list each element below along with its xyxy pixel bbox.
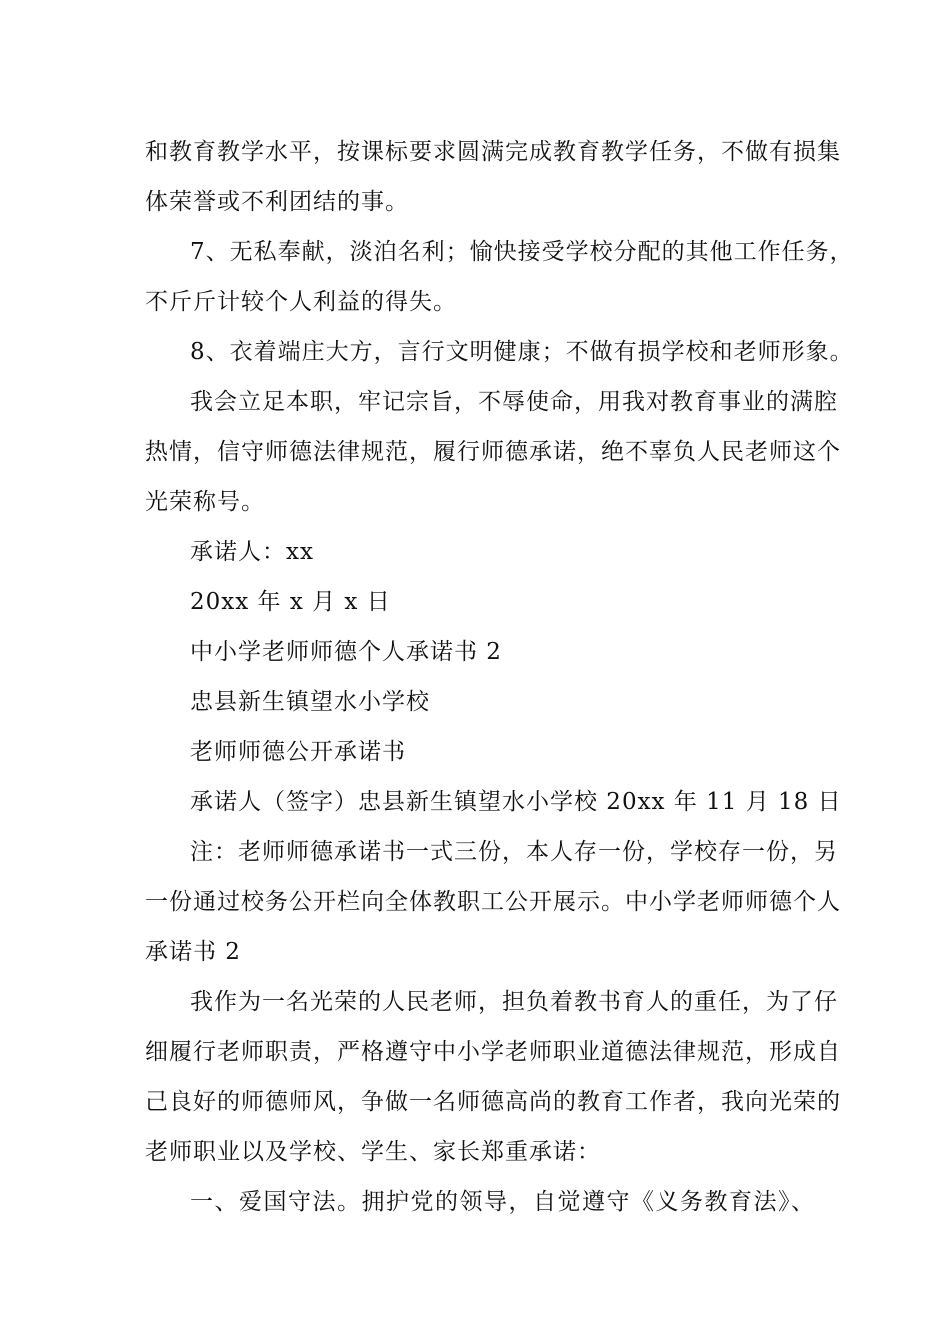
text-line: 己良好的师德师风，争做一名师德高尚的教育工作者，我向光荣的 [145,1089,841,1115]
section-title: 中小学老师师德个人承诺书 2 [190,639,502,665]
text-line: 8、衣着端庄大方，言行文明健康；不做有损学校和老师形象。 [190,339,854,365]
document-title: 老师师德公开承诺书 [190,739,406,765]
text-line: 和教育教学水平，按课标要求圆满完成教育教学任务，不做有损集 [145,139,841,165]
text-line: 光荣称号。 [145,489,265,515]
text-line: 7、无私奉献，淡泊名利；愉快接受学校分配的其他工作任务， [190,239,854,265]
text-line: 热情，信守师德法律规范，履行师德承诺，绝不辜负人民老师这个 [145,439,841,465]
date-line: 20xx 年 x 月 x 日 [190,589,391,615]
text-line: 我作为一名光荣的人民老师，担负着教书育人的重任，为了仔 [190,989,838,1015]
text-line: 老师职业以及学校、学生、家长郑重承诺： [145,1139,601,1165]
text-line: 不斤斤计较个人利益的得失。 [145,289,457,315]
text-line: 体荣誉或不利团结的事。 [145,189,409,215]
signature-line: 承诺人（签字）忠县新生镇望水小学校 20xx 年 11 月 18 日 [190,789,842,815]
promisor-line: 承诺人：xx [190,539,314,565]
note-line: 注：老师师德承诺书一式三份，本人存一份，学校存一份，另 [190,839,838,865]
note-line: 一份通过校务公开栏向全体教职工公开展示。中小学老师师德个人 [145,889,841,915]
school-name: 忠县新生镇望水小学校 [190,689,430,715]
text-line: 一、爱国守法。拥护党的领导，自觉遵守《义务教育法》、 [190,1189,815,1215]
note-line: 承诺书 2 [145,939,241,965]
text-line: 我会立足本职，牢记宗旨，不辱使命，用我对教育事业的满腔 [190,389,838,415]
text-line: 细履行老师职责，严格遵守中小学老师职业道德法律规范，形成自 [145,1039,841,1065]
